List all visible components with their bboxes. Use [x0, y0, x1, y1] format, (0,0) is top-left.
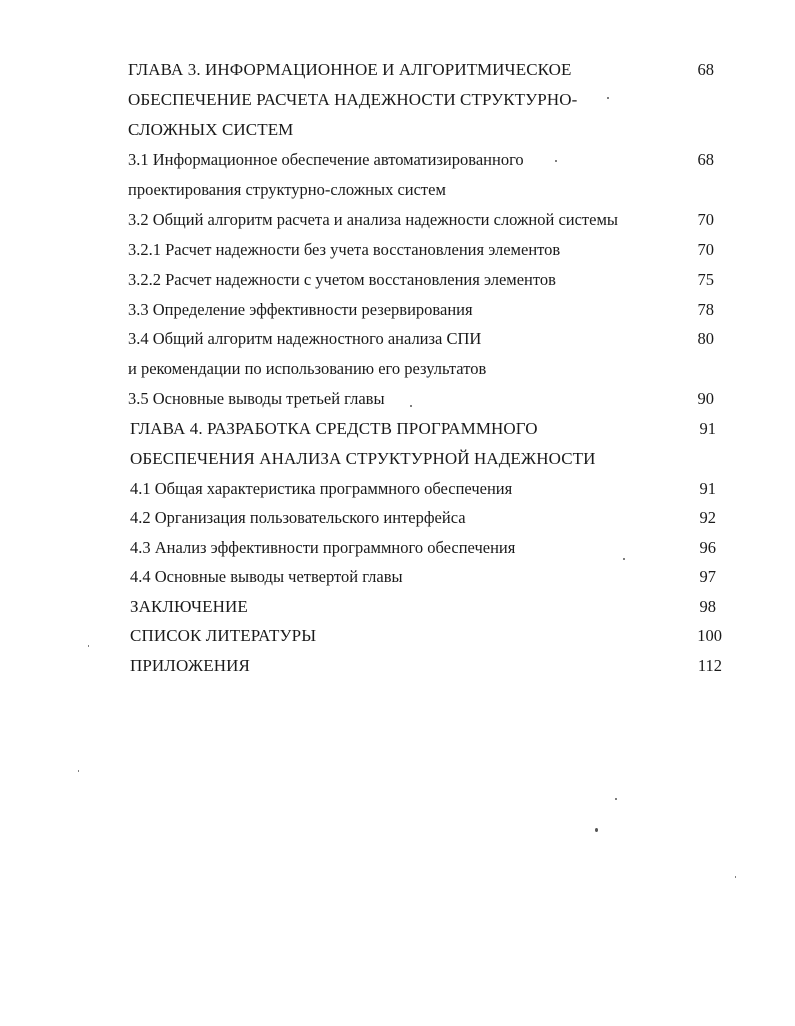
toc-entry-title: ОБЕСПЕЧЕНИЯ АНАЛИЗА СТРУКТУРНОЙ НАДЕЖНОСТИ	[130, 449, 596, 468]
scan-speck	[410, 405, 412, 407]
scan-speck	[88, 645, 89, 647]
toc-entry-page: 91	[699, 479, 716, 498]
toc-entry-page: 92	[699, 508, 716, 527]
toc-entry-title: 3.4 Общий алгоритм надежностного анализа СПИ	[128, 329, 482, 348]
toc-entry-title: 3.5 Основные выводы третьей главы	[128, 389, 385, 408]
toc-entry-title: ПРИЛОЖЕНИЯ	[130, 656, 250, 675]
toc-entry-page: 100	[697, 626, 722, 645]
toc-entry-page: 80	[697, 329, 714, 348]
toc-entry-title: ГЛАВА 3. ИНФОРМАЦИОННОЕ И АЛГОРИТМИЧЕСКОЕ	[128, 60, 572, 79]
toc-entry-title: 4.4 Основные выводы четвертой главы	[130, 567, 403, 586]
scan-speck	[555, 160, 557, 162]
scan-speck	[615, 798, 617, 800]
toc-entry-page: 68	[697, 60, 714, 79]
toc-entry-title: ЗАКЛЮЧЕНИЕ	[130, 597, 248, 616]
toc-entry-title: ОБЕСПЕЧЕНИЕ РАСЧЕТА НАДЕЖНОСТИ СТРУКТУРНО-	[128, 90, 578, 109]
toc-entry-page: 98	[699, 597, 716, 616]
toc-entry-title: 3.2 Общий алгоритм расчета и анализа надежности сложной системы	[128, 210, 618, 229]
toc-entry-page: 90	[697, 389, 714, 408]
scan-speck	[735, 876, 736, 878]
scan-speck	[595, 828, 598, 832]
toc-entry-title: 3.3 Определение эффективности резервирования	[128, 300, 473, 319]
toc-entry-title: СЛОЖНЫХ СИСТЕМ	[128, 120, 294, 139]
toc-entry-title: 3.1 Информационное обеспечение автоматизированного	[128, 150, 524, 169]
toc-entry-title: и рекомендации по использованию его результатов	[128, 359, 487, 378]
toc-entry-page: 70	[697, 210, 714, 229]
toc-entry-page: 70	[697, 240, 714, 259]
toc-entry-title: СПИСОК ЛИТЕРАТУРЫ	[130, 626, 317, 645]
toc-entry-page: 96	[699, 538, 716, 557]
toc-entry-page: 112	[697, 656, 722, 675]
scan-speck	[623, 558, 625, 560]
toc-entry-title: 4.1 Общая характеристика программного обеспечения	[130, 479, 513, 498]
scan-speck	[607, 97, 609, 99]
toc-entry-page: 97	[699, 567, 716, 586]
toc-entry-title: 4.2 Организация пользовательского интерфейса	[130, 508, 466, 527]
toc-entry-page: 68	[697, 150, 714, 169]
toc-entry-title: 4.3 Анализ эффективности программного обеспечения	[130, 538, 516, 557]
scan-speck	[78, 770, 79, 772]
toc-entry-page: 78	[697, 300, 714, 319]
toc-entry-title: 3.2.2 Расчет надежности с учетом восстановления элементов	[128, 270, 556, 289]
toc-entry-title: проектирования структурно-сложных систем	[128, 180, 446, 199]
toc-entry-title: 3.2.1 Расчет надежности без учета восстановления элементов	[128, 240, 561, 259]
toc-entry-page: 75	[697, 270, 714, 289]
toc-entry-title: ГЛАВА 4. РАЗРАБОТКА СРЕДСТВ ПРОГРАММНОГО	[130, 419, 538, 438]
toc-entry-page: 91	[699, 419, 716, 438]
